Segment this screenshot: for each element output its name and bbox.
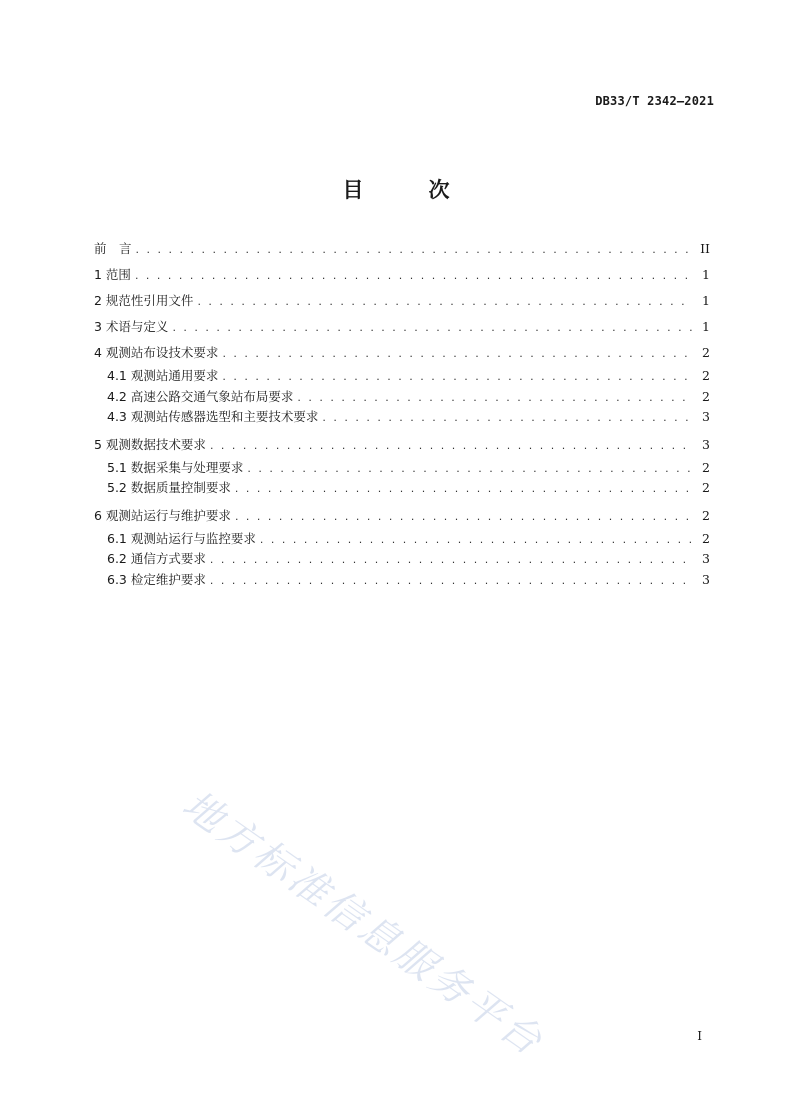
toc-entry-label: 6.3 检定维护要求 [107, 571, 206, 587]
page-number: I [697, 1029, 702, 1043]
toc-entry-4-3[interactable] [94, 407, 710, 428]
toc-entry-label: 4 观测站布设技术要求 [94, 345, 219, 360]
toc-title: 目 次 [342, 178, 472, 202]
toc-leader-dots [247, 459, 692, 479]
toc-entry-page: 1 [702, 319, 710, 334]
toc-entry-page: 1 [702, 293, 710, 308]
toc-entry-page: II [700, 241, 710, 256]
toc-entry-page: 2 [702, 345, 710, 360]
toc-entry-label: 2 规范性引用文件 [94, 293, 194, 308]
toc-entry-page: 3 [702, 409, 710, 424]
toc-leader-dots [210, 571, 692, 591]
toc-entry-page: 2 [702, 388, 710, 404]
toc-leader-dots [222, 367, 692, 387]
watermark: 地方标准信息服务平台 [174, 782, 553, 1066]
toc-leader-dots [235, 479, 692, 499]
toc-entry-6-1[interactable] [94, 529, 710, 550]
toc-leader-dots [210, 433, 692, 458]
standard-code: DB33/T 2342—2021 [595, 94, 714, 108]
toc-leader-dots [197, 289, 692, 314]
toc-entry-page: 3 [702, 571, 710, 587]
toc-entry-5-2[interactable] [94, 478, 710, 499]
toc-entry-1[interactable] [94, 262, 710, 288]
toc-entry-6[interactable] [94, 503, 710, 529]
toc-entry-page: 3 [702, 436, 710, 452]
table-of-contents [94, 236, 710, 590]
toc-entry-label: 5.1 数据采集与处理要求 [107, 459, 244, 475]
toc-entry-label: 前 言 [94, 241, 132, 256]
toc-entry-label: 5.2 数据质量控制要求 [107, 480, 231, 495]
toc-entry-page: 2 [702, 480, 710, 495]
toc-leader-dots [322, 408, 692, 428]
toc-leader-dots [210, 550, 692, 570]
toc-entry-page: 3 [702, 551, 710, 566]
toc-leader-dots [135, 263, 692, 288]
toc-entry-5-1[interactable] [94, 458, 710, 479]
toc-entry-page: 1 [702, 267, 710, 282]
toc-entry-4[interactable] [94, 340, 710, 366]
toc-entry-page: 2 [702, 530, 710, 546]
toc-entry-4-1[interactable] [94, 366, 710, 387]
toc-entry-page: 2 [702, 507, 710, 523]
toc-leader-dots [222, 341, 692, 366]
toc-leader-dots [136, 237, 692, 262]
toc-entry-label: 6.2 通信方式要求 [107, 551, 206, 566]
toc-entry-label: 4.2 高速公路交通气象站布局要求 [107, 388, 294, 404]
toc-entry-label: 4.3 观测站传感器选型和主要技术要求 [107, 409, 319, 424]
toc-entry-page: 2 [702, 459, 710, 475]
toc-leader-dots [172, 315, 692, 340]
toc-leader-dots [235, 504, 692, 529]
toc-entry-label: 6.1 观测站运行与监控要求 [107, 530, 256, 546]
toc-entry-2[interactable] [94, 288, 710, 314]
toc-entry-4-2[interactable] [94, 387, 710, 408]
toc-entry-label: 5 观测数据技术要求 [94, 436, 206, 452]
toc-entry-6-2[interactable] [94, 549, 710, 570]
toc-entry-page: 2 [702, 368, 710, 383]
toc-entry-5[interactable] [94, 432, 710, 458]
toc-entry-preface[interactable] [94, 236, 710, 262]
toc-entry-label: 4.1 观测站通用要求 [107, 368, 219, 383]
toc-entry-label: 3 术语与定义 [94, 319, 169, 334]
toc-entry-3[interactable] [94, 314, 710, 340]
toc-entry-label: 6 观测站运行与维护要求 [94, 507, 231, 523]
toc-leader-dots [260, 530, 692, 550]
toc-entry-6-3[interactable] [94, 570, 710, 591]
toc-leader-dots [297, 388, 692, 408]
toc-entry-label: 1 范围 [94, 267, 131, 282]
